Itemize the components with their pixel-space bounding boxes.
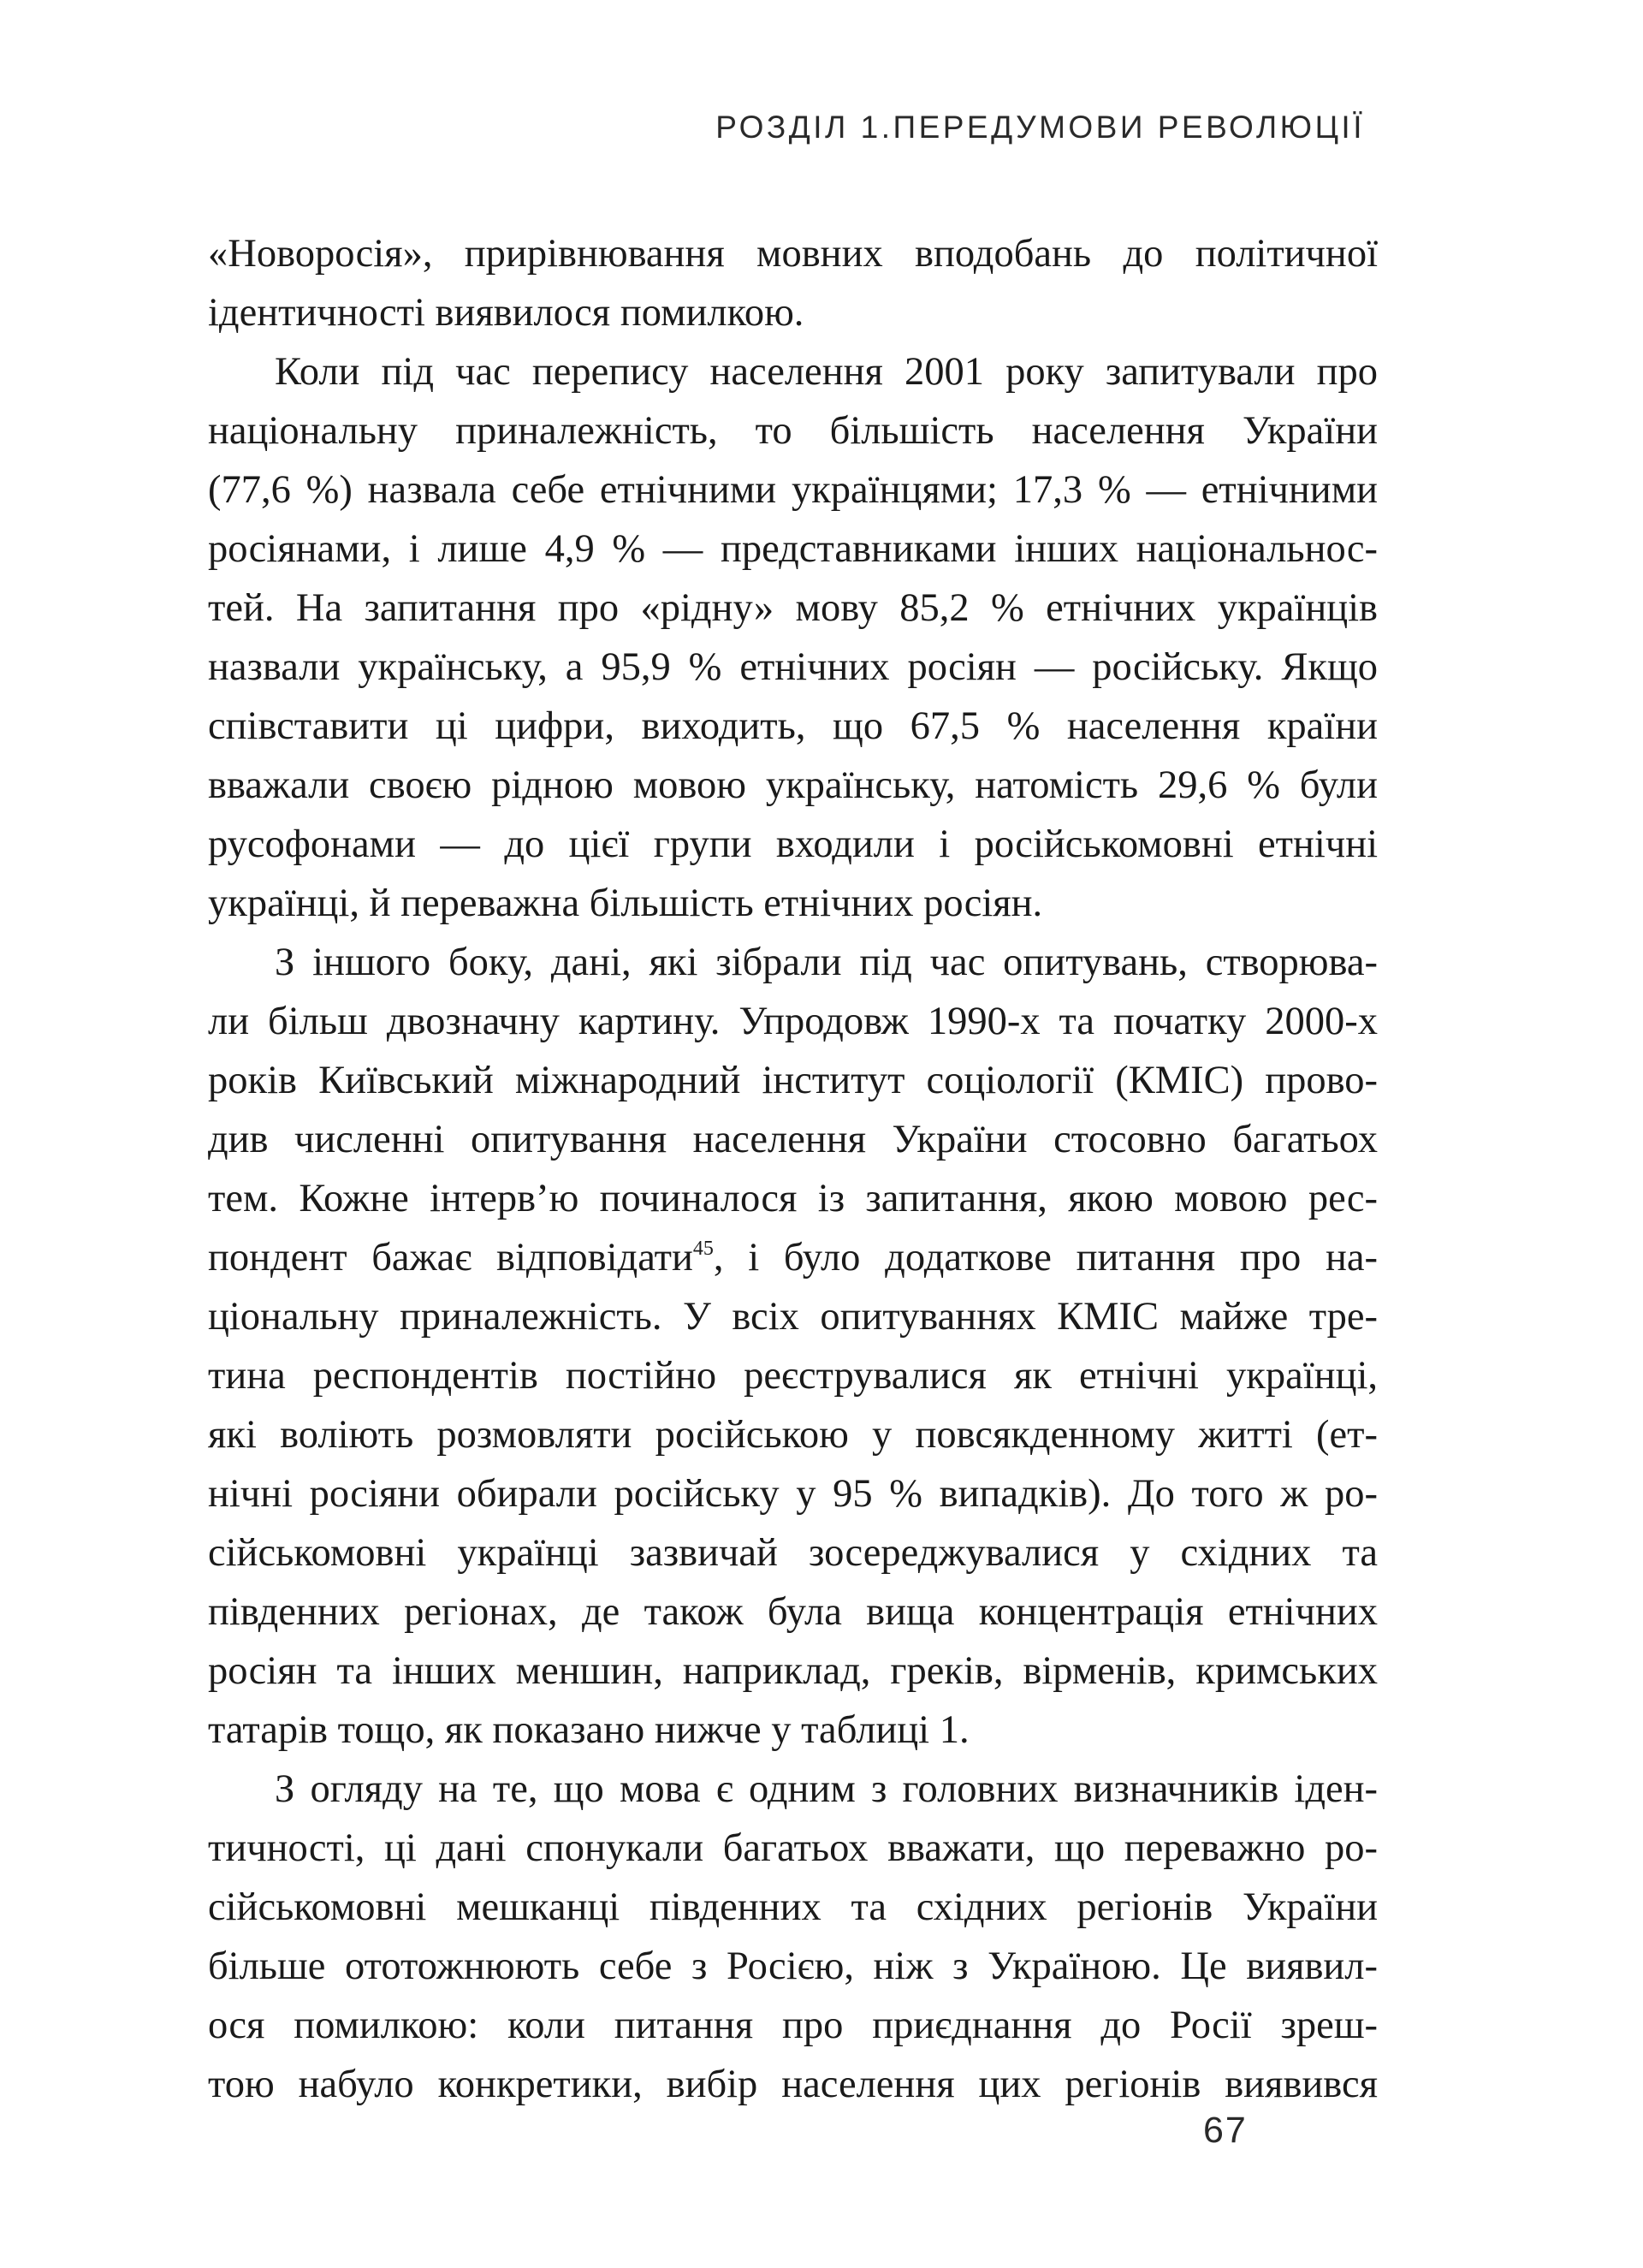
text-line: росіян та інших меншин, наприклад, греків, вірменів, кримських	[208, 1649, 1378, 1693]
text-line: років Київський міжнародний інститут соціології (КМІС) прово-	[208, 1059, 1378, 1102]
text-line: русофонами — до цієї групи входили і російськомовні етнічні	[208, 822, 1378, 866]
paragraph-1	[208, 224, 1378, 342]
text-line: тей. На запитання про «рідну» мову 85,2 % етнічних українців	[208, 586, 1378, 630]
text-line: див численні опитування населення України стосовно багатьох	[208, 1118, 1378, 1161]
paragraph-2	[208, 342, 1378, 933]
text-line: більше ототожнюють себе з Росією, ніж з Україною. Це виявил-	[208, 1944, 1378, 1988]
text-line-with-footnote	[208, 1228, 1378, 1287]
text-line: ося помилкою: коли питання про приєднання до Росії зреш-	[208, 2004, 1378, 2047]
text-line: (77,6 %) назвала себе етнічними українцями; 17,3 % — етнічними	[208, 468, 1378, 512]
text-line: вважали своєю рідною мовою українську, натомість 29,6 % були	[208, 763, 1378, 807]
text-line: росіянами, і лише 4,9 % — представниками інших національнос-	[208, 527, 1378, 571]
text-line: «Новоросія», прирівнювання мовних вподобань до політичної	[208, 232, 1378, 276]
text-line: ідентичності виявилося помилкою.	[208, 291, 804, 335]
text-line: українці, й переважна більшість етнічних росіян.	[208, 882, 1043, 925]
page-number: 67	[1203, 2110, 1248, 2151]
text-line: назвали українську, а 95,9 % етнічних росіян — російську. Якщо	[208, 645, 1378, 689]
text-line: татарів тощо, як показано нижче у таблиці 1.	[208, 1708, 970, 1752]
text-line: тичності, ці дані спонукали багатьох вважати, що переважно ро-	[208, 1826, 1378, 1870]
text-line: сійськомовні українці зазвичай зосереджувалися у східних та	[208, 1531, 1378, 1575]
footnote-reference: 45	[692, 1238, 714, 1260]
text-line: тина респондентів постійно реєструвалися як етнічні українці,	[208, 1354, 1378, 1398]
text-line: сійськомовні мешканці південних та східних регіонів України	[208, 1885, 1378, 1929]
text-line: Коли під час перепису населення 2001 року запитували про	[275, 350, 1378, 394]
text-line: ли більш двозначну картину. Упродовж 1990-х та початку 2000-х	[208, 1000, 1378, 1043]
text-fragment: , і було додаткове питання про на-	[713, 1236, 1378, 1279]
text-line: ціональну приналежність. У всіх опитуваннях КМІС майже тре-	[208, 1295, 1378, 1339]
paragraph-3	[208, 933, 1378, 1760]
paragraph-4	[208, 1760, 1378, 2114]
text-line: З огляду на те, що мова є одним з головних визначників іден-	[275, 1767, 1378, 1811]
text-line: південних регіонах, де також була вища концентрація етнічних	[208, 1590, 1378, 1634]
text-line: національну приналежність, то більшість населення України	[208, 409, 1378, 453]
running-head: РОЗДІЛ 1.ПЕРЕДУМОВИ РЕВОЛЮЦІЇ	[715, 110, 1365, 145]
text-line: тою набуло конкретики, вибір населення цих регіонів виявився	[208, 2063, 1378, 2106]
text-line: З іншого боку, дані, які зібрали під час опитувань, створюва-	[275, 941, 1378, 984]
text-line: співставити ці цифри, виходить, що 67,5 % населення країни	[208, 704, 1378, 748]
text-line: які воліють розмовляти російською у повсякденному житті (ет-	[208, 1413, 1378, 1457]
text-line: тем. Кожне інтерв’ю починалося із запитання, якою мовою рес-	[208, 1177, 1378, 1220]
body-text	[208, 224, 1378, 2114]
text-fragment: пондент бажає відповідати	[208, 1236, 693, 1279]
text-line: нічні росіяни обирали російську у 95 % випадків). До того ж ро-	[208, 1472, 1378, 1516]
